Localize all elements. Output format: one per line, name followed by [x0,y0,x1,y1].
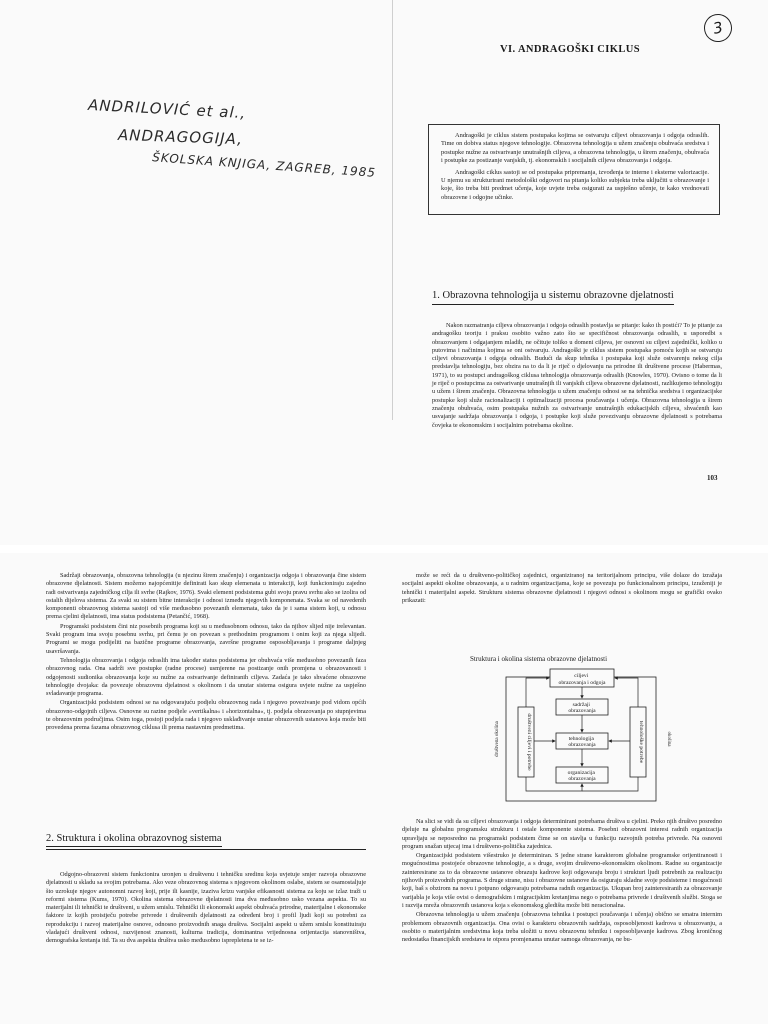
body-paragraph: Tehnologija obrazovanja i odgoja odraslih ima također status podsistema jer obuhvaća više međusobno povezanih faza obrazovnog rada. Ona sadrži sve postupke (radne procese) usmjerene na postizanje onih promjena u obrazovanosti i odgojenosti sudionika obrazovanja koje su nužne za ostvarivanje definiranih ciljeva. Zadaća je tako shvaćene obrazovne tehnologije dvojaka: da povezuje obrazovnu djelatnost s okolinom i da unutar sistema osigura uvjete nužne za uspješno svladavanje programa. [46,656,366,698]
environment-label: okolina [666,731,671,747]
body-paragraph: Obrazovna tehnologija u užem značenju (obrazovna tehnika i postupci poučavanja i učenja) obično se smatra internim problemom obrazovnih organizacija. Ona ovisi o karakteru obrazovnih sadržaja, osposobljenosti kadrova u obrazovanju, a osobito o materijalnim sredstvima koja treba uložiti u novu obrazovnu tehniku i osposobljavanje kadrova. Zbog kroničnog nedostatka financijskih sredstava te otpora promjenama unutar samoga obrazovanja, ne bu- [402,911,722,944]
section-2-heading [46,833,222,847]
body-paragraph: Organizacijski podsistem višestruko je determiniran. S jedne strane karakterom globalne programske orijentiranosti i mogućnostima postojeće obrazovne tehnologije, a s druge, svojim društveno-ekonomskim okolinom. Radne su organizacije zainteresirane za to da obrazovne ustanove obrazuju kadrove koji odgovaraju broju i strukturi ljudi potrebnih za realizaciju njihovih proizvodnih programa. S druge strane, nisu i obrazovne ustanove da osiguraju skladne svoje podsisteme i mogućnosti koji, baš s obzirom na novu i potpuno odgovaraju potrebama radnih organizacija. Ukupan broj zainteresiranih za obrazovanje varijabla je koja više ovisi o demografskim i migracijskim kretanjima nego o potrebama privrede i društvenih službi. Stoga se i razvija mreža obrazovnih ustanova koja s ekonomskog gledišta može biti neracionalna. [402,852,722,909]
organization-label-l1: organizacija [567,770,595,776]
goals-label-l2: obrazovanja i odgoja [558,680,606,686]
technology-box-label [568,736,596,748]
right-column-body [402,818,722,945]
section-2-rule [46,849,366,850]
arrow-tech-goals [615,678,638,707]
social-goals-label: društveni ciljevi i potrebe [526,713,532,771]
section-1-body [432,322,722,431]
organization-box-label [568,770,597,782]
content-label-l1: sadržaji [572,702,590,708]
body-paragraph: Programski podsistem čini niz posebnih programa koji su u međusobnom odnosu, tako da njihov slijed nije irelevantan. Svaki program ima svoju posebnu svrhu, pri čemu je on povezan s prethodnim programom i onim koji za njega slijedi. Programi se mogu podijeliti na bazične programe obrazovanja, završne programe osposobljavanja i programe daljnjeg usavršavanja. [46,622,366,655]
goals-label-l1: ciljevi [574,673,589,679]
body-paragraph: može se reći da u društveno-političkoj zajednici, organiziranoj na teritorijalnom principu, više dolaze do izražaja socijalni aspekti okoline obrazovanja, a u radnim organizacijama, koje se povezuju po funkcionalnom principu, izraženiji je tehnički i materijalni aspekt. Strukturu sistema obrazovne djelatnosti i njegovi odnosi s okolinom mogu se grafički ovako prikazati: [402,572,722,604]
page-separator [0,545,768,553]
organization-label-l2: obrazovanja [568,776,596,782]
figure-caption: Struktura i okolina sistema obrazovne djelatnosti [470,655,608,663]
abstract-paragraph: Andragoški je ciklus sistem postupaka kojima se ostvaruju ciljevi obrazovanja i odgoja odraslih. Time on dobiva status njegove tehnologije. Obrazovna tehnologija u užem značenju obuhvaća sredstva i postupke nužne za ostvarivanje unutrašnjih ciljeva, a obrazovna tehnologija, u širem značenju, obuhvaća i postupke za postizanje vanjskih, tj. ekonomskih i socijalnih ciljeva obrazovanja i odgoja. [441,132,709,165]
printed-page-number: 103 [707,474,718,482]
body-paragraph: Na slici se vidi da su ciljevi obrazovanja i odgoja determinirani potrebama društva u cjelini. Preko njih društvo posredno djeluje na globalnu programsku strukturu i ostale komponente sistema. Posebni obrazovni interesi radnih organizacija upravljaju se neposredno na programski podsistem čime se on stavlja u funkciju razvojnih potreba privrede. Na osnovni program snažan utjecaj ima i društveno-politička zajednica. [402,818,722,850]
system-structure-diagram [484,665,680,813]
body-paragraph: Odgojno-obrazovni sistem funkcionira uronjen u društvenu i tehničku sredinu koja uvjetuje smjer razvoja obrazovne djelatnosti u skladu sa svojim potrebama. Ako veze obrazovnog sistema s njegovom okolinom oslabe, sistem se osamostaljuje što uzrokuje njegov autonomni razvoj koji, prije ili kasnije, izaziva krizu vanjske efikasnosti sistema za koju se izlaz traži u reformi sistema (Kums, 1970). Okolina sistema obrazovne djelatnosti ima dva međusobno usko vezana aspekta. To su materijalni ili tehnički te društveni, u užem smislu. Tehnički ili ekonomski aspekt obuhvaća prirodne, materijalne i ekonomske faktore iz kojih proistječu potrebe privrede i društvenih djelatnosti za određeni broj i profil ljudi koji su potrebni za reprodukciju i razvoj materijalne osnove, odnosno proizvodnih snaga društva. Socijalni aspekt u užem smislu konstituiraju vladajući društveni odnosi, razvijenost znanosti, kulturna tradicija, dominantna vrijednosna orijentacija stanovništva, demografska kretanja itd. Ta su dva aspekta društva usko međusobno isprepletena te se iz- [46,871,366,945]
section-1-heading: 1. Obrazovna tehnologija u sistemu obrazovne djelatnosti [432,290,674,305]
body-paragraph: Organizacijski podsistem odnosi se na odgovarajuću podjelu obrazovnog rada i njegovo povezivanje pod vidom općih obrazovno-odgojnih ciljeva. Osnovne su razine podjele »vertikalna« i »horizontalna«, tj. podjela obrazovanja po stupnjevima te obrazovnim područjima. Osim toga, postoji podjela rada i njegovo usklađivanje unutar obrazovnih ustanova koja može biti provedena prema fazama obrazovnog ciklusa ili prema nastavnim predmetima. [46,699,366,732]
handwritten-page-number: 3 [701,11,734,44]
body-paragraph: Sadržaji obrazovanja, obrazovna tehnologija (u njezinu širem značenju) i organizacija odgoja i obrazovanja čine sistem obrazovne djelatnosti. Sistem možemo najopćenitije definirati kao skup elemenata u interakciji, koji funkcioniraju zajedno radi ostvarivanja zajedničkog cilja ili svrhe (Rajkov, 1976). Svaki element podsistema gubi svoju pravu svrhu ako se izolira od ostalih dijelova sistema. Za svaki su sistem bitne interakcije i odnosi između njegovih komponenata. Svaka se od navedenih komponenti obrazovnog sistema sastoji od više međusobno povezanih elemenata, tako da je i sama sistem koji, u odnosu prema cjelini djelatnosti, ima status podsistema (Petančić, 1968). [46,572,366,621]
chapter-abstract-box [428,124,720,215]
handwritten-author: ANDRILOVIĆ et al., [87,95,247,123]
handwritten-book-title: ANDRAGOGIJA, [117,125,244,149]
arrow-social-goals [526,678,549,707]
technology-label-l1: tehnologija [568,736,594,742]
technology-label-l2: obrazovanja [568,742,596,748]
social-environment-label: društvena okolina [495,721,500,757]
body-paragraph: Nakon razmatranja ciljeva obrazovanja i odgoja odraslih postavlja se pitanje: kako ih postići? To je pitanje za andragošku teoriju i praksu osobito važno zato što se specifičnost obrazovanja odraslih, u usporedbi s obrazovanjem i odgajanjem mladih, ne očituje toliko u domeni ciljeva, jer osnovni su ciljevi zajednički, koliko u putovima i načinima kojima se oni ostvaruju. Andragoški je ciklus sistem postupaka pomoću kojih se ostvaruju ciljevi obrazovanja i odgoja odraslih. Budući da skup tehnika i postupaka koji služe ostvarenju nekog cilja predstavlja tehnologiju, bez obzira na to da li je riječ o djelovanju na prirodne ili društvene procese (Habermas, 1971), to su postupci andragoškog ciklusa tehnologija obrazovanja odraslih (Knowles, 1970). Ovisno o tome da li je riječ o postupcima za ostvarivanje unutrašnjih ili vanjskih ciljeva obrazovne djelatnosti, razlikujemo tehnologiju u užem i širem značenju. Obrazovna tehnologija u užem značenju odnosi se na tehnička sredstva i organizacijske postupke koji služe racionalizaciji i optimalizaciji procesa poučavanja i učenja. Obrazovna tehnologija u širem značenju obuhvaća, osim postupaka nužnih za ostvarivanje unutrašnjih edukacijskih ciljeva, shvaćenih kao usvajanje sadržaja obrazovanja i odgoja, i postupke koji služe povezivanju obrazovne djelatnosti s potrebama čovjeka te ekonomskim i socijalnim potrebama okoline. [432,322,722,429]
abstract-paragraph: Andragoški ciklus sastoji se od postupaka pripremanja, izvođenja te interne i eksterne valorizacije. U njemu su strukturirani metodološki odgovori na pitanja koliko subjekta treba uključiti u obrazovanje i koje, što treba biti predmet učenja, koje uvjete treba osigurati za uspješno učenje, te kako vrednovati obrazovne i odgojne učinke. [441,168,709,201]
section-2-body [46,871,366,947]
handwritten-publisher: ŠKOLSKA KNJIGA, ZAGREB, 1985 [151,150,377,180]
right-column-intro [402,572,722,606]
section-2-heading-text: 2. Struktura i okolina obrazovnog sistema [46,833,222,847]
chapter-title: VI. ANDRAGOŠKI CIKLUS [500,44,640,55]
tech-needs-label: tehnološke potrebe [638,720,644,764]
content-label-l2: obrazovanja [568,708,596,714]
page-fold-shadow [392,0,393,420]
left-column-body [46,572,366,734]
